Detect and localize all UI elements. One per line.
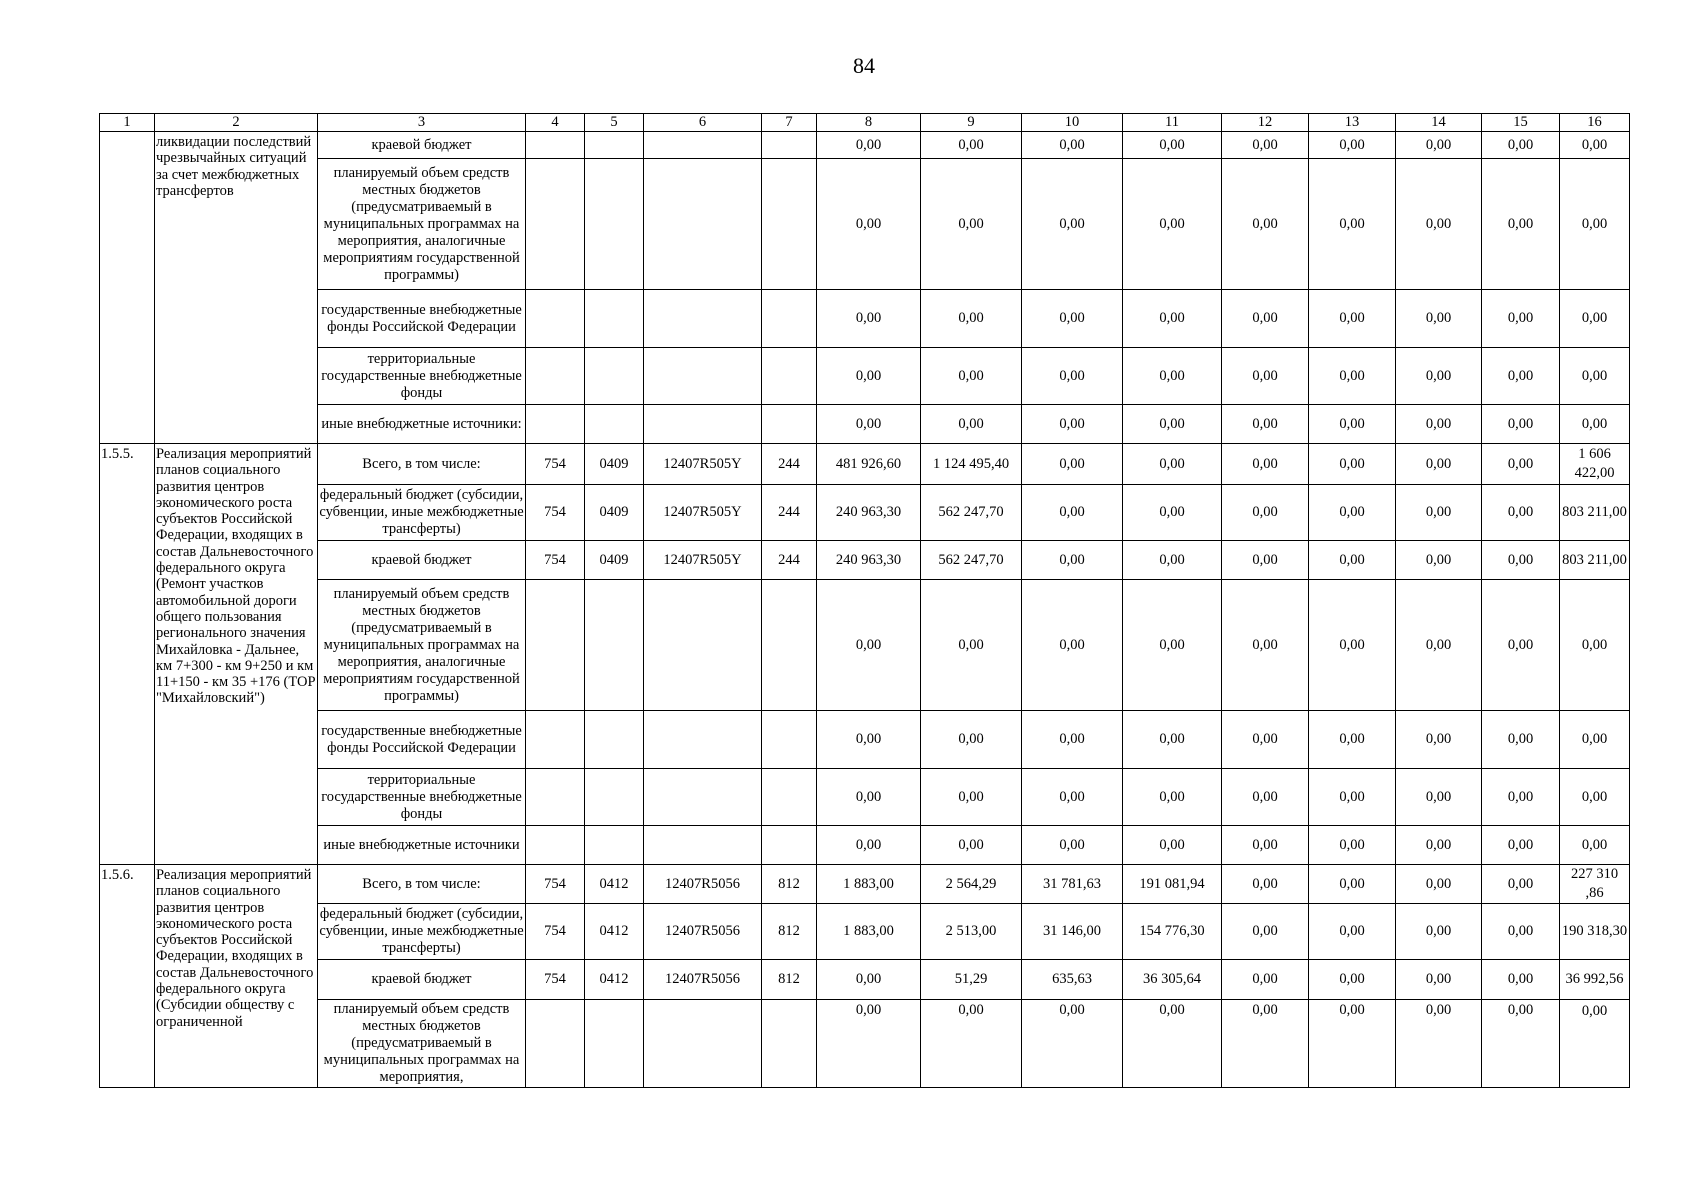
value-cell: 0,00 [1482,826,1560,865]
value-cell: 0,00 [1222,159,1309,290]
code-cell [585,348,644,405]
value-cell: 0,00 [1309,769,1396,826]
code-cell [762,580,817,711]
code-cell: 12407R5056 [644,960,762,1000]
value-cell: 0,00 [1123,485,1222,541]
page-number: 84 [853,53,875,78]
value-cell: 0,00 [1482,290,1560,348]
code-cell [585,826,644,865]
funding-source: федеральный бюджет (субсидии, субвенции, иные межбюджетные трансферты) [318,904,526,960]
code-cell [526,580,585,711]
header-cell: 12 [1222,114,1309,132]
table-row [100,711,1630,769]
value-cell: 2 513,00 [921,904,1022,960]
value-cell: 0,00 [1022,290,1123,348]
code-cell [526,769,585,826]
funding-source: территориальные государственные внебюджетные фонды [318,769,526,826]
code-cell [644,1000,762,1088]
header-cell: 10 [1022,114,1123,132]
table-row [100,405,1630,444]
header-cell: 1 [100,114,155,132]
value-cell: 0,00 [817,405,921,444]
value-cell: 0,00 [1123,290,1222,348]
value-cell: 0,00 [1309,541,1396,580]
value-cell: 1 124 495,40 [921,444,1022,485]
funding-source: планируемый объем средств местных бюджетов (предусматриваемый в муниципальных программах на мероприятия, аналогичные мероприятиям государственной программы) [318,580,526,711]
budget-table [99,113,1630,1088]
value-cell: 0,00 [1022,1000,1123,1088]
funding-source: государственные внебюджетные фонды Российской Федерации [318,711,526,769]
value-cell: 0,00 [1123,1000,1222,1088]
value-cell: 0,00 [1309,1000,1396,1088]
value-cell: 0,00 [1482,159,1560,290]
header-cell: 4 [526,114,585,132]
code-cell [526,1000,585,1088]
funding-source: планируемый объем средств местных бюджетов (предусматриваемый в муниципальных программах на мероприятия, [318,1000,526,1088]
funding-source: федеральный бюджет (субсидии, субвенции, иные межбюджетные трансферты) [318,485,526,541]
value-cell: 0,00 [1396,541,1482,580]
value-cell: 0,00 [1396,904,1482,960]
value-cell: 31 146,00 [1022,904,1123,960]
code-cell: 754 [526,485,585,541]
value-cell: 0,00 [1396,348,1482,405]
code-cell [585,769,644,826]
value-cell: 0,00 [1022,405,1123,444]
code-cell [762,1000,817,1088]
value-cell: 0,00 [817,1000,921,1088]
value-cell: 0,00 [1309,904,1396,960]
value-cell: 562 247,70 [921,485,1022,541]
value-cell: 0,00 [1123,826,1222,865]
value-cell: 0,00 [1309,960,1396,1000]
value-cell: 0,00 [1396,769,1482,826]
code-cell [644,405,762,444]
value-cell: 0,00 [921,348,1022,405]
code-cell [526,159,585,290]
value-cell: 0,00 [817,290,921,348]
code-cell [762,711,817,769]
value-cell: 0,00 [1022,132,1123,159]
value-cell: 51,29 [921,960,1022,1000]
value-cell: 0,00 [1222,290,1309,348]
code-cell [644,159,762,290]
header-cell: 5 [585,114,644,132]
code-cell [762,348,817,405]
code-cell [526,348,585,405]
value-cell: 0,00 [1222,444,1309,485]
code-cell [585,159,644,290]
value-cell: 562 247,70 [921,541,1022,580]
value-cell: 0,00 [1396,711,1482,769]
code-cell [585,1000,644,1088]
value-cell: 0,00 [1309,132,1396,159]
value-cell: 190 318,30 [1560,904,1630,960]
funding-source: краевой бюджет [318,541,526,580]
code-cell [585,711,644,769]
code-cell [762,132,817,159]
value-cell: 0,00 [1560,580,1630,711]
value-cell: 0,00 [1222,865,1309,904]
value-cell: 0,00 [1560,769,1630,826]
table-row [100,826,1630,865]
funding-source: Всего, в том числе: [318,444,526,485]
value-cell: 2 564,29 [921,865,1022,904]
value-cell: 0,00 [1482,132,1560,159]
value-cell: 240 963,30 [817,541,921,580]
value-cell: 0,00 [1482,904,1560,960]
value-cell: 31 781,63 [1022,865,1123,904]
code-cell: 0412 [585,904,644,960]
item-number: 1.5.5. [100,444,155,865]
value-cell: 0,00 [817,159,921,290]
value-cell: 0,00 [1123,132,1222,159]
value-cell: 0,00 [1560,290,1630,348]
value-cell: 0,00 [1560,1000,1630,1088]
code-cell [585,132,644,159]
code-cell [526,711,585,769]
value-cell: 0,00 [1222,1000,1309,1088]
code-cell: 754 [526,444,585,485]
code-cell [644,580,762,711]
value-cell: 36 305,64 [1123,960,1222,1000]
value-cell: 1 883,00 [817,865,921,904]
value-cell: 0,00 [1222,960,1309,1000]
value-cell: 0,00 [921,132,1022,159]
funding-source: краевой бюджет [318,960,526,1000]
value-cell: 0,00 [921,826,1022,865]
header-cell: 11 [1123,114,1222,132]
value-cell: 0,00 [1309,865,1396,904]
value-cell: 0,00 [1309,485,1396,541]
value-cell: 0,00 [1022,159,1123,290]
value-cell: 0,00 [1022,826,1123,865]
value-cell: 0,00 [921,159,1022,290]
table-row [100,159,1630,290]
code-cell [585,290,644,348]
value-cell: 0,00 [1123,541,1222,580]
code-cell: 12407R505Y [644,541,762,580]
value-cell: 0,00 [1309,405,1396,444]
code-cell: 12407R505Y [644,485,762,541]
code-cell: 0412 [585,865,644,904]
header-cell: 9 [921,114,1022,132]
value-cell: 0,00 [1022,485,1123,541]
code-cell [762,290,817,348]
value-cell: 0,00 [1560,132,1630,159]
value-cell: 0,00 [1396,159,1482,290]
value-cell: 0,00 [1123,769,1222,826]
code-cell [644,290,762,348]
value-cell: 0,00 [1482,960,1560,1000]
value-cell: 0,00 [1222,904,1309,960]
value-cell: 0,00 [1309,348,1396,405]
value-cell: 0,00 [921,1000,1022,1088]
value-cell: 0,00 [1123,159,1222,290]
value-cell: 0,00 [1222,711,1309,769]
header-cell: 6 [644,114,762,132]
value-cell: 0,00 [921,711,1022,769]
value-cell: 1 606 422,00 [1560,444,1630,485]
code-cell [644,132,762,159]
value-cell: 0,00 [817,769,921,826]
header-cell: 7 [762,114,817,132]
value-cell: 0,00 [1396,826,1482,865]
value-cell: 191 081,94 [1123,865,1222,904]
code-cell: 244 [762,541,817,580]
table-row [100,580,1630,711]
code-cell [526,132,585,159]
value-cell: 0,00 [1309,711,1396,769]
code-cell: 754 [526,904,585,960]
value-cell: 0,00 [1396,405,1482,444]
table-row [100,444,1630,485]
code-cell: 0409 [585,541,644,580]
code-cell [526,405,585,444]
value-cell: 481 926,60 [817,444,921,485]
value-cell: 0,00 [1222,348,1309,405]
value-cell: 0,00 [921,580,1022,711]
value-cell: 0,00 [1022,444,1123,485]
code-cell [762,159,817,290]
value-cell: 0,00 [1309,159,1396,290]
item-description: Реализация мероприятий планов социального развития центров экономического роста субъектов Российской Федерации, входящих в состав Дальневосточного федерального округа (Ремонт участков автомобильной дороги общего пользования регионального значения Михайловка - Дальнее, км 7+300 - км 9+250 и км 11+150 - км 35 +176 (ТОР "Михайловский") [155,444,318,865]
code-cell [644,711,762,769]
value-cell: 0,00 [1222,405,1309,444]
item-description: ликвидации последствий чрезвычайных ситуаций за счет межбюджетных трансфертов [155,132,318,444]
value-cell: 0,00 [1482,580,1560,711]
table-row [100,865,1630,904]
value-cell: 240 963,30 [817,485,921,541]
value-cell: 0,00 [817,580,921,711]
value-cell: 0,00 [1123,405,1222,444]
value-cell: 0,00 [1222,826,1309,865]
header-cell: 3 [318,114,526,132]
value-cell: 0,00 [1560,159,1630,290]
code-cell [762,769,817,826]
value-cell: 0,00 [1482,1000,1560,1088]
code-cell [644,826,762,865]
value-cell: 0,00 [921,405,1022,444]
code-cell [644,348,762,405]
value-cell: 0,00 [1482,769,1560,826]
value-cell: 0,00 [1482,348,1560,405]
code-cell: 754 [526,960,585,1000]
table-row [100,132,1630,159]
value-cell: 0,00 [1123,711,1222,769]
value-cell: 0,00 [1482,865,1560,904]
code-cell: 12407R5056 [644,904,762,960]
value-cell: 0,00 [1309,290,1396,348]
header-cell: 14 [1396,114,1482,132]
header-cell: 15 [1482,114,1560,132]
header-cell: 13 [1309,114,1396,132]
code-cell: 244 [762,444,817,485]
value-cell: 0,00 [1022,541,1123,580]
code-cell [585,405,644,444]
value-cell: 0,00 [1482,541,1560,580]
value-cell: 0,00 [1396,132,1482,159]
value-cell: 227 310 ,86 [1560,865,1630,904]
value-cell: 0,00 [1222,485,1309,541]
funding-source: иные внебюджетные источники [318,826,526,865]
code-cell: 12407R505Y [644,444,762,485]
value-cell: 803 211,00 [1560,485,1630,541]
header-row [100,114,1630,132]
value-cell: 154 776,30 [1123,904,1222,960]
value-cell: 0,00 [1022,769,1123,826]
funding-source: краевой бюджет [318,132,526,159]
value-cell: 0,00 [1482,485,1560,541]
code-cell: 812 [762,960,817,1000]
value-cell: 0,00 [1309,444,1396,485]
code-cell: 0412 [585,960,644,1000]
value-cell: 0,00 [1560,405,1630,444]
value-cell: 0,00 [1396,485,1482,541]
value-cell: 0,00 [1396,865,1482,904]
value-cell: 0,00 [1560,711,1630,769]
value-cell: 0,00 [817,132,921,159]
table-row [100,960,1630,1000]
value-cell: 0,00 [1560,348,1630,405]
item-description: Реализация мероприятий планов социального развития центров экономического роста субъектов Российской Федерации, входящих в состав Дальневосточного федерального округа (Субсидии обществу с ограниченной [155,865,318,1088]
value-cell: 635,63 [1022,960,1123,1000]
header-cell: 8 [817,114,921,132]
table-row [100,1000,1630,1088]
value-cell: 0,00 [1560,826,1630,865]
value-cell: 0,00 [1123,444,1222,485]
value-cell: 0,00 [1222,132,1309,159]
value-cell: 0,00 [1396,960,1482,1000]
code-cell: 244 [762,485,817,541]
code-cell [526,290,585,348]
table-row [100,541,1630,580]
value-cell: 1 883,00 [817,904,921,960]
funding-source: иные внебюджетные источники: [318,405,526,444]
table-row [100,348,1630,405]
value-cell: 0,00 [1022,711,1123,769]
item-number [100,132,155,444]
funding-source: государственные внебюджетные фонды Российской Федерации [318,290,526,348]
header-cell: 16 [1560,114,1630,132]
value-cell: 0,00 [1396,290,1482,348]
value-cell: 803 211,00 [1560,541,1630,580]
code-cell [644,769,762,826]
table-row [100,485,1630,541]
code-cell: 12407R5056 [644,865,762,904]
code-cell [585,580,644,711]
value-cell: 0,00 [817,348,921,405]
value-cell: 0,00 [1222,769,1309,826]
value-cell: 0,00 [1482,444,1560,485]
code-cell: 812 [762,904,817,960]
value-cell: 0,00 [1482,405,1560,444]
code-cell: 0409 [585,444,644,485]
value-cell: 0,00 [921,290,1022,348]
value-cell: 0,00 [817,826,921,865]
code-cell: 0409 [585,485,644,541]
value-cell: 0,00 [1482,711,1560,769]
value-cell: 36 992,56 [1560,960,1630,1000]
value-cell: 0,00 [1309,826,1396,865]
value-cell: 0,00 [817,711,921,769]
value-cell: 0,00 [1022,348,1123,405]
table-row [100,769,1630,826]
value-cell: 0,00 [921,769,1022,826]
item-number: 1.5.6. [100,865,155,1088]
code-cell [762,826,817,865]
value-cell: 0,00 [1222,541,1309,580]
value-cell: 0,00 [817,960,921,1000]
value-cell: 0,00 [1309,580,1396,711]
code-cell [526,826,585,865]
value-cell: 0,00 [1022,580,1123,711]
table-row [100,904,1630,960]
value-cell: 0,00 [1396,444,1482,485]
value-cell: 0,00 [1123,580,1222,711]
funding-source: планируемый объем средств местных бюджетов (предусматриваемый в муниципальных программах на мероприятия, аналогичные мероприятиям государственной программы) [318,159,526,290]
code-cell: 754 [526,865,585,904]
value-cell: 0,00 [1123,348,1222,405]
value-cell: 0,00 [1396,1000,1482,1088]
funding-source: Всего, в том числе: [318,865,526,904]
table-row [100,290,1630,348]
value-cell: 0,00 [1396,580,1482,711]
table-body [100,114,1630,1088]
code-cell [762,405,817,444]
code-cell: 812 [762,865,817,904]
code-cell: 754 [526,541,585,580]
value-cell: 0,00 [1222,580,1309,711]
header-cell: 2 [155,114,318,132]
funding-source: территориальные государственные внебюджетные фонды [318,348,526,405]
